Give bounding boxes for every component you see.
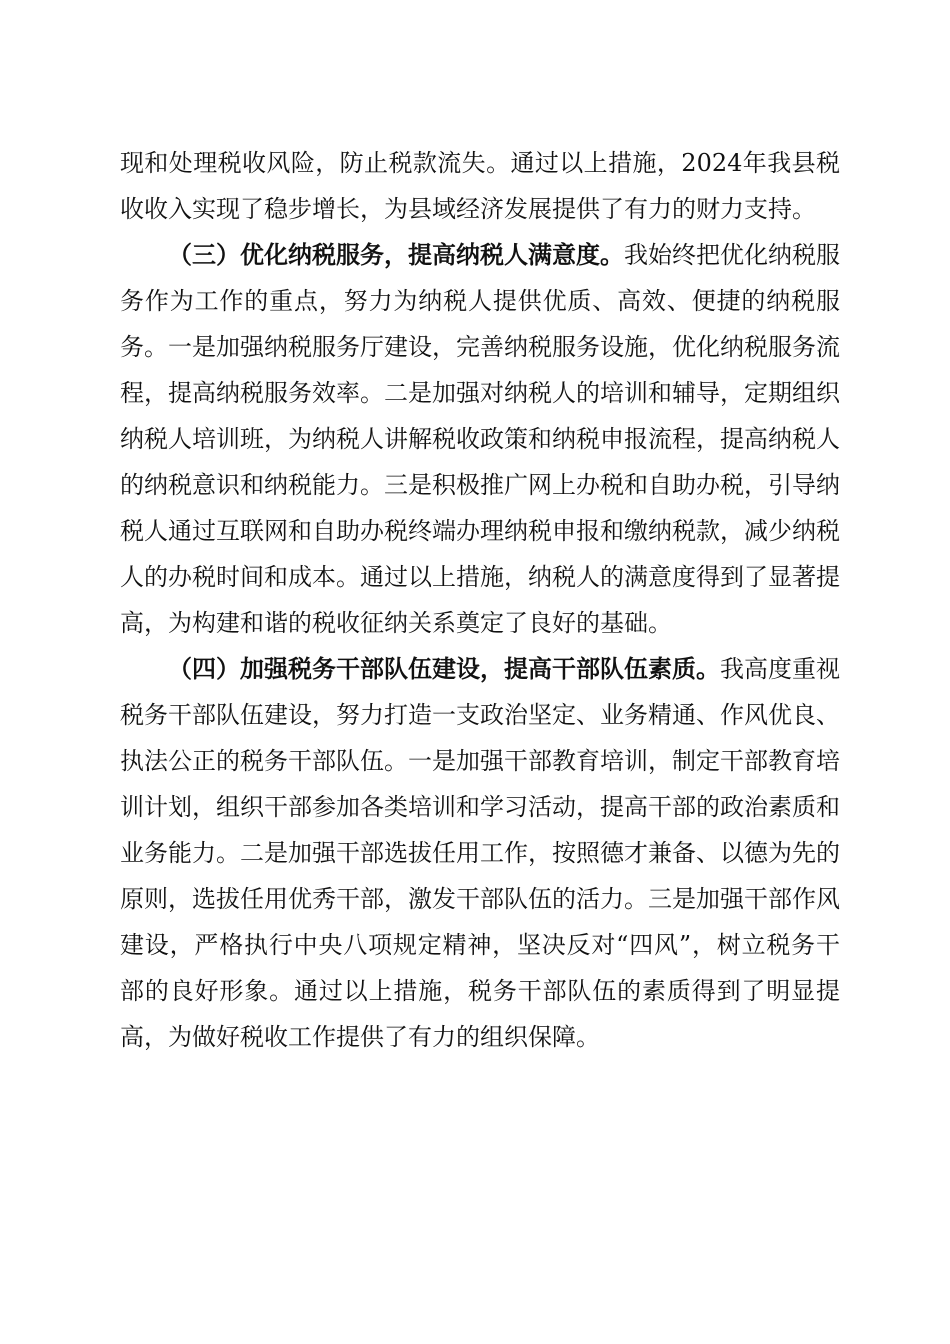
- paragraph-body: 现和处理税收风险，防止税款流失。通过以上措施，2024年我县税收收入实现了稳步增长，为县域经济发展提供了有力的财力支持。: [120, 149, 840, 223]
- paragraph-section-3: [120, 232, 840, 646]
- section-heading: （三）优化纳税服务，提高纳税人满意度。: [168, 240, 624, 269]
- document-body: [120, 140, 840, 1060]
- section-heading: （四）加强税务干部队伍建设，提高干部队伍素质。: [168, 654, 720, 683]
- paragraph-body: 我高度重视税务干部队伍建设，努力打造一支政治坚定、业务精通、作风优良、执法公正的税务干部队伍。一是加强干部教育培训，制定干部教育培训计划，组织干部参加各类培训和学习活动，提高干部的政治素质和业务能力。二是加强干部选拔任用工作，按照德才兼备、以德为先的原则，选拔任用优秀干部，激发干部队伍的活力。三是加强干部作风建设，严格执行中央八项规定精神，坚决反对“四风”，树立税务干部的良好形象。通过以上措施，税务干部队伍的素质得到了明显提高，为做好税收工作提供了有力的组织保障。: [120, 655, 840, 1051]
- paragraph-body: 我始终把优化纳税服务作为工作的重点，努力为纳税人提供优质、高效、便捷的纳税服务。一是加强纳税服务厅建设，完善纳税服务设施，优化纳税服务流程，提高纳税服务效率。二是加强对纳税人的培训和辅导，定期组织纳税人培训班，为纳税人讲解税收政策和纳税申报流程，提高纳税人的纳税意识和纳税能力。三是积极推广网上办税和自助办税，引导纳税人通过互联网和自助办税终端办理纳税申报和缴纳税款，减少纳税人的办税时间和成本。通过以上措施，纳税人的满意度得到了显著提高，为构建和谐的税收征纳关系奠定了良好的基础。: [120, 241, 840, 637]
- paragraph-continued: [120, 140, 840, 232]
- paragraph-section-4: [120, 646, 840, 1060]
